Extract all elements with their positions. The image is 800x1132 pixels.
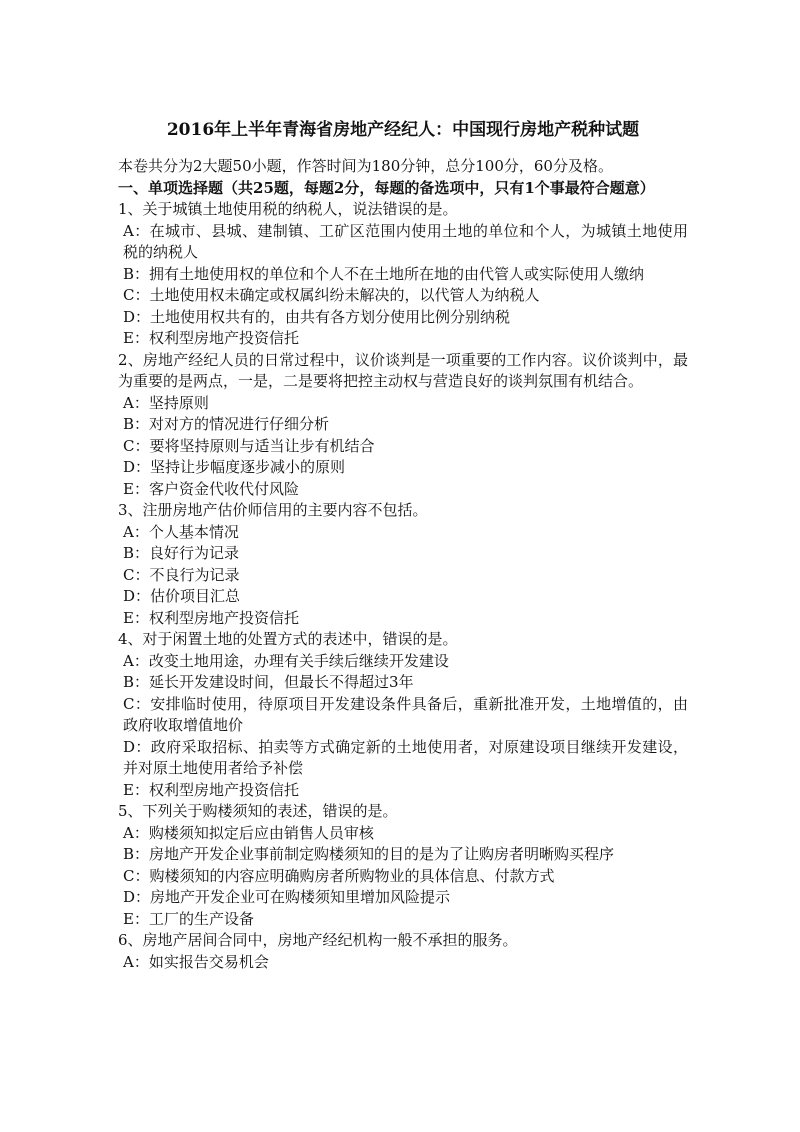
option-c: C：要将坚持原则与适当让步有机结合 <box>123 436 375 455</box>
option-e: E：权利型房地产投资信托 <box>123 780 299 799</box>
option-a: A：改变土地用途，办理有关手续后继续开发建设 <box>123 651 449 670</box>
question-3 <box>118 500 688 629</box>
question-5 <box>118 801 688 930</box>
option-d: D：估价项目汇总 <box>123 587 241 605</box>
option-c: C：购楼须知的内容应明确购房者所购物业的具体信息、付款方式 <box>123 866 555 885</box>
question-4 <box>118 629 688 801</box>
option-e: E：工厂的生产设备 <box>123 909 254 928</box>
option-a: A：购楼须知拟定后应由销售人员审核 <box>123 823 374 842</box>
option-b: B：延长开发建设时间，但最长不得超过3年 <box>123 673 414 691</box>
exam-intro: 本卷共分为2大题50小题，作答时间为180分钟，总分100分，60分及格。 <box>118 157 613 175</box>
question-2 <box>118 350 688 501</box>
option-d: D：房地产开发企业可在购楼须知里增加风险提示 <box>123 888 451 906</box>
question-1 <box>118 199 688 350</box>
option-d: D：土地使用权共有的，由共有各方划分使用比例分别纳税 <box>123 307 511 326</box>
question-stem: 3、注册房地产估价师信用的主要内容不包括。 <box>118 501 428 519</box>
option-a: A：坚持原则 <box>123 393 209 412</box>
option-d: D：坚持让步幅度逐步减小的原则 <box>123 458 346 476</box>
option-c: C：安排临时使用，待原项目开发建设条件具备后，重新批准开发，土地增值的，由政府收取增值地价 <box>123 694 688 734</box>
option-a: A：个人基本情况 <box>123 522 239 541</box>
option-b: B：良好行为记录 <box>123 544 240 562</box>
question-stem: 4、对于闲置土地的处置方式的表述中，错误的是。 <box>118 630 458 648</box>
option-e: E：权利型房地产投资信托 <box>123 608 299 627</box>
question-stem: 6、房地产居间合同中，房地产经纪机构一般不承担的服务。 <box>118 931 518 949</box>
option-e: E：权利型房地产投资信托 <box>123 329 299 347</box>
document-title: 2016年上半年青海省房地产经纪人：中国现行房地产税种试题 <box>166 120 640 140</box>
question-stem: 2、房地产经纪人员的日常过程中，议价谈判是一项重要的工作内容。议价谈判中，最为重要的是两点，一是，二是要将把控主动权与营造良好的谈判氛围有机结合。 <box>118 350 688 390</box>
option-d: D：政府采取招标、拍卖等方式确定新的土地使用者，对原建设项目继续开发建设，并对原土地使用者给予补偿 <box>123 737 688 777</box>
question-stem: 5、下列关于购楼须知的表述，错误的是。 <box>118 802 398 820</box>
section-heading: 一、单项选择题（共25题，每题2分，每题的备选项中，只有1个事最符合题意） <box>118 178 655 197</box>
option-b: B：对对方的情况进行仔细分析 <box>123 415 330 433</box>
question-stem: 1、关于城镇土地使用税的纳税人，说法错误的是。 <box>118 200 458 218</box>
option-c: C：不良行为记录 <box>123 565 240 584</box>
option-c: C：土地使用权未确定或权属纠纷未解决的，以代管人为纳税人 <box>123 286 540 304</box>
option-b: B：房地产开发企业事前制定购楼须知的目的是为了让购房者明晰购买程序 <box>123 845 615 863</box>
option-a: A：如实报告交易机会 <box>123 952 269 971</box>
document-page <box>118 118 688 973</box>
option-e: E：客户资金代收代付风险 <box>123 479 299 498</box>
question-6 <box>118 930 688 973</box>
option-b: B：拥有土地使用权的单位和个人不在土地所在地的由代管人或实际使用人缴纳 <box>123 264 645 283</box>
option-a: A：在城市、县城、建制镇、工矿区范围内使用土地的单位和个人，为城镇土地使用税的纳税人 <box>123 221 688 261</box>
